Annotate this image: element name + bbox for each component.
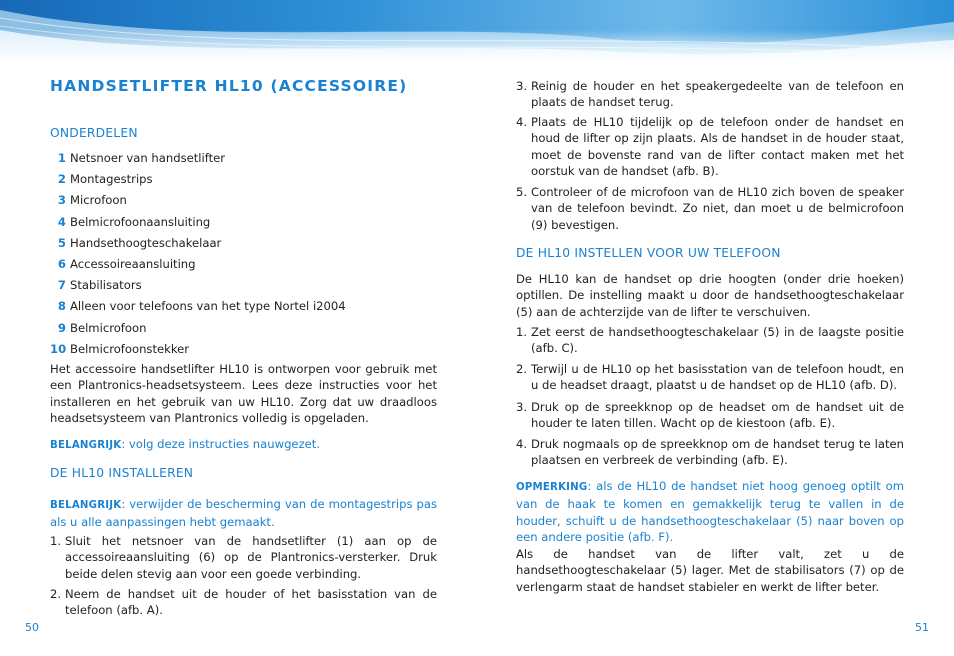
install-step-3: 3. Reinig de houder en het speakergedeelte van de telefoon en plaats de handset terug. (516, 79, 904, 110)
list-item: 9 Belmicrofoon (57, 320, 147, 335)
setup-heading: DE HL10 INSTELLEN VOOR UW TELEFOON (516, 246, 781, 260)
list-item: 3 Microfoon (57, 193, 127, 208)
setup-intro: De HL10 kan de handset op drie hoogten (onder drie hoeken) optillen. De instelling maakt u door de handsethoogteschakelaar (5) aan de achterzijde van de lifter te verschuiven. (516, 272, 904, 319)
install-step-5: 5. Controleer of de microfoon van de HL10 zich boven de speaker van de telefoon bevindt. Zo niet, dan moet u de belmicrofoon (9) bevestigen. (516, 185, 904, 232)
page-number-right: 51 (915, 621, 929, 634)
page-number-left: 50 (25, 621, 39, 634)
list-item: 5 Handsethoogteschakelaar (57, 235, 222, 250)
header-wave-banner (0, 0, 954, 62)
parts-heading: ONDERDELEN (50, 126, 138, 140)
list-item: 7 Stabilisators (57, 278, 142, 293)
list-item: 6 Accessoireaansluiting (57, 256, 196, 271)
install-heading: DE HL10 INSTALLEREN (50, 466, 194, 480)
list-item: 10 Belmicrofoonstekker (50, 341, 190, 356)
install-step-4: 4. Plaats de HL10 tijdelijk op de telefoon onder de handset en houd de lifter op zijn plaats. Als de handset in de houder staat, moet de bovenste rand van de lifter contact maken met het oorstuk van de handset (afb. B). (516, 115, 904, 178)
page-title: HANDSETLIFTER HL10 (ACCESSOIRE) (50, 77, 408, 95)
setup-step-2: 2. Terwijl u de HL10 op het basisstation van de telefoon houdt, en u de headset draagt, plaatst u de handset op de HL10 (afb. D). (516, 362, 904, 393)
list-item: 2 Montagestrips (57, 172, 153, 187)
install-step-1: 1. Sluit het netsnoer van de handsetlifter (1) aan op de accessoireaansluiting (6) op de Plantronics-versterker. Druk beide delen stevig aan voor een goede verbinding. (50, 534, 437, 581)
setup-step-3: 3. Druk op de spreekknop op de headset om de handset uit de houder te laten tillen. Wacht op de kiestoon (afb. E). (516, 400, 904, 431)
list-item: 8 Alleen voor telefoons van het type Nortel i2004 (57, 299, 346, 314)
intro-paragraph: Het accessoire handsetlifter HL10 is ontworpen voor gebruik met een Plantronics-headsetsysteem. Lees deze instructies voor het installeren en het gebruik van uw HL10. Zorg dat uw draadloos headsetsysteem van Plantronics volledig is opgeladen. (50, 362, 437, 425)
important-note: BELANGRIJK: volg deze instructies nauwgezet. (50, 437, 321, 451)
setup-step-4: 4. Druk nogmaals op de spreekknop om de handset terug te laten plaatsen en verbreek de verbinding (afb. E). (516, 437, 904, 468)
remark-note: OPMERKING: als de HL10 de handset niet hoog genoeg optilt om van de haak te komen en gemakkelijk terug te vallen in de houder, schuift u de handsethoogteschakelaar (5) naar boven op een andere positie (afb. F). (516, 479, 904, 544)
install-step-2: 2. Neem de handset uit de houder of het basisstation van de telefoon (afb. A). (50, 587, 437, 618)
parts-list (50, 150, 437, 362)
important-note-strips: BELANGRIJK: verwijder de bescherming van de montagestrips pas als u alle aanpassingen hebt gemaakt. (50, 497, 437, 530)
list-item: 4 Belmicrofoonaansluiting (57, 214, 211, 229)
list-item: 1 Netsnoer van handsetlifter (57, 151, 226, 165)
setup-step-1: 1. Zet eerst de handsethoogteschakelaar (5) in de laagste positie (afb. C). (516, 325, 904, 356)
closing-paragraph: Als de handset van de lifter valt, zet u de handsethoogteschakelaar (5) lager. Met de stabilisators (7) op de verlengarm staat de handset stabieler en werkt de lifter beter. (516, 547, 904, 594)
